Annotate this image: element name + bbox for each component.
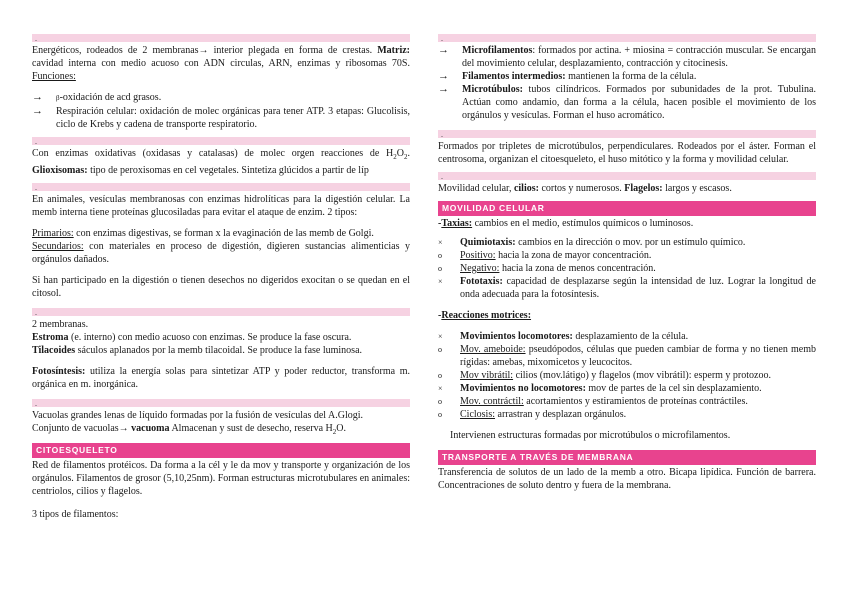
arrow-icon: →	[438, 70, 449, 82]
section-header-citoesqueleto: CITOESQUELETO	[32, 443, 410, 458]
list-item-text: -oxidación de acd grasos.	[59, 92, 162, 103]
arrow-icon: →	[198, 45, 209, 56]
cilios-description	[438, 182, 816, 195]
left-column	[32, 0, 410, 521]
cilios-text-b: cortos y numerosos.	[538, 183, 625, 194]
list-item-text: Respiración celular: oxidación de molec orgánicas para tener ATP. 3 etapas: Glucolisis, ciclo de Krebs y cadena de transporte respiratorio.	[56, 106, 410, 130]
microtubulos-text: tubos cilíndricos. Formados por subunidades de la prot. Tubulina. Actúan como andamio, dan forma a la célula, hacen posible el movimiento de los orgánulos y vesículas. Forman el huso acromático.	[462, 84, 816, 121]
list-item	[438, 83, 816, 122]
list-item	[32, 91, 410, 105]
secundarios-text: con materiales en proceso de digestión, digieren sustancias alimenticias y orgánulos dañados.	[32, 241, 410, 265]
vacuola-text-c: Almacenan y sust de desecho, reserva H	[169, 423, 333, 434]
list-item	[438, 275, 816, 301]
section-bar-filamentos	[438, 34, 816, 42]
bullet-x-icon: ×	[438, 332, 443, 341]
section-bar-lisosomas	[32, 183, 410, 191]
vacuola-description	[32, 409, 410, 439]
locomotores-label: Movimientos locomotores:	[460, 331, 573, 342]
no-locomotores-label: Movimientos no locomotores:	[460, 383, 586, 394]
section-bar-cloroplastos	[32, 308, 410, 316]
beta-symbol: β	[56, 94, 60, 102]
list-item	[438, 262, 816, 275]
lisosoma-types	[32, 227, 410, 266]
perox-text: Con enzimas oxidativas (oxidasas y catalasas) de molec orgen reacciones de H	[32, 148, 394, 159]
cloroplasto-membranes: 2 membranas.	[32, 319, 89, 330]
lisosoma-note: Si han participado en la digestión o tienen desechos no digeridos exocitan o se quedan en el citosol.	[32, 275, 410, 299]
cilios-text-c: largos y escasos.	[662, 183, 732, 194]
list-item	[438, 249, 816, 262]
section-bar-peroxisomas	[32, 137, 410, 145]
matriz-label: Matriz:	[377, 45, 410, 56]
list-item	[438, 236, 816, 249]
filamentos-intermedios-label: Filamentos intermedios:	[462, 71, 566, 82]
ameboide-label: Mov. ameboide:	[460, 344, 526, 355]
fotosintesis-label: Fotosíntesis:	[32, 366, 86, 377]
right-column	[438, 0, 816, 492]
bullet-circle-icon: o	[438, 397, 442, 406]
taxias-text: cambios en el medio, estímulos químicos o luminosos.	[472, 218, 694, 229]
list-item	[438, 369, 816, 382]
negativo-label: Negativo:	[460, 263, 500, 274]
cilios-text-a: Movilidad celular,	[438, 183, 514, 194]
mitocondria-description	[32, 44, 410, 83]
taxias-heading	[438, 217, 816, 230]
bullet-circle-icon: o	[438, 410, 442, 419]
bullet-circle-icon: o	[438, 371, 442, 380]
bullet-x-icon: ×	[438, 384, 443, 393]
locomotores-text: desplazamiento de la célula.	[572, 331, 689, 342]
bar-dot: .	[35, 399, 37, 408]
citoesqueleto-description: Red de filamentos protéicos. Da forma a la cél y le da mov y transporte y organización de los orgánulos. Filamentos de grosor (5,10,25nm). Forman estructuras microtubulares en animales: centriolos, cilios y flagelos.	[32, 460, 410, 497]
ameboide-text: pseudópodos, células que pueden cambiar de forma y no tienen memb rígidas: amebas, mixomicetos y leucocitos.	[460, 344, 816, 368]
bar-dot: .	[35, 137, 37, 146]
bar-dot: .	[35, 183, 37, 192]
microfilamentos-text: : formados por actina. + miosina = contracción muscular. Se encargan del movimiento celular, desplazamiento, contracción y citocinesis.	[462, 45, 816, 69]
subscript: 2	[404, 153, 408, 161]
vacuola-text-d: O.	[336, 423, 347, 434]
vacuoma-label: vacuoma	[128, 423, 170, 434]
mito-text-rest: interior plegada en forma de crestas.	[208, 45, 373, 56]
section-header-movilidad: MOVILIDAD CELULAR	[438, 201, 816, 216]
vacuola-text-b: Conjunto de vacuolas	[32, 423, 119, 434]
fotosintesis-description	[32, 365, 410, 391]
primarios-label: Primarios:	[32, 228, 74, 239]
microtubulos-label: Microtúbulos:	[462, 84, 523, 95]
list-item	[438, 408, 816, 421]
contractil-label: Mov. contráctil:	[460, 396, 524, 407]
list-item	[32, 105, 410, 131]
microfilamentos-label: Microfilamentos	[462, 45, 533, 56]
matriz-text: cavidad interna con medio acuoso con ADN circulas, ARN, enzimas y ribosomas 70S.	[32, 58, 410, 69]
transporte-description: Transferencia de solutos de un lado de la memb a otro. Bicapa lipídica. Función de barrera. Concentraciones de soluto dentro y fuera de la membrana.	[438, 467, 816, 491]
primarios-text: con enzimas digestivas, se forman x la evaginación de las memb de Golgi.	[73, 228, 374, 239]
bullet-x-icon: ×	[438, 238, 443, 247]
section-bar-cilios	[438, 172, 816, 180]
section-header-transporte: TRANSPORTE A TRAVÉS DE MEMBRANA	[438, 450, 816, 465]
arrow-icon: →	[438, 83, 449, 95]
bullet-circle-icon: o	[438, 264, 442, 273]
secundarios-label: Secundarios:	[32, 241, 84, 252]
glioxisomas-text: tipo de peroxisomas en cel vegetales. Sintetiza glúcidos a partir de líp	[87, 165, 369, 176]
bullet-circle-icon: o	[438, 251, 442, 260]
vibratil-text: cilios (mov.látigo) y flagelos (mov vibrátil): esperm y protozoo.	[513, 370, 771, 381]
reacciones-heading	[438, 309, 816, 322]
tilacoides-label: Tilacoides	[32, 345, 76, 356]
quimiotaxis-label: Quimiotaxis:	[460, 237, 516, 248]
negativo-text: hacia la zona de menos concentración.	[499, 263, 656, 274]
arrow-icon: →	[32, 91, 43, 103]
contractil-text: acortamientos y estiramientos de proteínas contráctiles.	[523, 396, 748, 407]
fotosintesis-text: utiliza la energía solas para sintetizar ATP y poder reductor, transforma m. orgánica en m. inorgánica.	[32, 366, 410, 390]
ciclosis-label: Ciclosis:	[460, 409, 496, 420]
fototaxis-label: Fototaxis:	[460, 276, 503, 287]
tilacoides-text: sáculos aplanados por la memb tilacoidal. Se produce la fase luminosa.	[75, 345, 363, 356]
list-item	[438, 382, 816, 395]
list-item	[438, 395, 816, 408]
fototaxis-text: capacidad de desplazarse según la intensidad de luz. Lograr la longitud de onda adecuada para la fotosíntesis.	[460, 276, 816, 300]
no-locomotores-text: mov de partes de la cel sin desplazamiento.	[585, 383, 762, 394]
glioxisomas-label: Glioxisomas:	[32, 165, 88, 176]
list-item	[438, 70, 816, 83]
subscript: 2	[393, 153, 397, 161]
positivo-text: hacia la zona de mayor concentración.	[495, 250, 652, 261]
flagelos-label: Flagelos:	[624, 183, 663, 194]
arrow-icon: →	[32, 105, 43, 117]
centrosoma-description: Formados por tripletes de microtúbulos, perpendiculares. Rodeados por el áster. Forman el centrosoma, organizan el citoesqueleto, el huso mitótico y la forma y movilidad celular.	[438, 141, 816, 165]
vacuola-text: Vacuolas grandes lenas de líquido formadas por la fusión de vesículas del A.Glogi.	[32, 410, 364, 421]
vibratil-label: Mov vibrátil:	[460, 370, 514, 381]
bar-dot: .	[441, 130, 443, 139]
quimiotaxis-text: cambios en la dirección o mov. por un estímulo químico.	[515, 237, 746, 248]
list-item	[438, 44, 816, 70]
bar-dot: .	[35, 308, 37, 317]
bullet-circle-icon: o	[438, 345, 442, 354]
subscript: 2	[332, 428, 337, 436]
reacciones-label: Reacciones motrices:	[441, 310, 532, 321]
perox-text-b: O	[396, 148, 404, 159]
dash: -	[438, 218, 442, 229]
cloroplasto-parts	[32, 331, 410, 357]
estroma-label: Estroma	[32, 332, 69, 343]
movilidad-summary: Intervienen estructuras formadas por microtúbulos o microfilamentos.	[450, 430, 731, 441]
list-item	[438, 330, 816, 343]
section-bar-mitocondrias	[32, 34, 410, 42]
list-item	[438, 343, 816, 369]
positivo-label: Positivo:	[460, 250, 496, 261]
mito-text: Energéticos, rodeados de 2 membranas	[32, 45, 199, 56]
cilios-label: cilios:	[513, 183, 539, 194]
section-bar-vacuolas	[32, 399, 410, 407]
estroma-text: (e. interno) con medio acuoso con enzimas. Se produce la fase oscura.	[68, 332, 352, 343]
peroxisoma-description	[32, 147, 410, 177]
citoesqueleto-types: 3 tipos de filamentos:	[32, 509, 119, 520]
bar-dot: .	[441, 34, 443, 43]
ciclosis-text: arrastran y desplazan orgánulos.	[495, 409, 627, 420]
bar-dot: .	[35, 34, 37, 43]
dash: -	[438, 310, 442, 321]
section-bar-centriolos	[438, 130, 816, 138]
filamentos-intermedios-text: mantienen la forma de la célula.	[565, 71, 697, 82]
bullet-x-icon: ×	[438, 277, 443, 286]
bar-dot: .	[441, 172, 443, 181]
perox-text-c: .	[407, 148, 410, 159]
lisosoma-description: En animales, vesículas membranosas con enzimas hidrolíticas para la digestión celular. La memb interna tiene proteínas glucosiladas para evitar el ataque de enzim. 2 tipos:	[32, 194, 410, 218]
arrow-icon: →	[438, 44, 449, 56]
taxias-label: Taxias:	[441, 218, 473, 229]
funciones-label: Funciones:	[32, 71, 76, 82]
arrow-icon: →	[118, 423, 129, 434]
